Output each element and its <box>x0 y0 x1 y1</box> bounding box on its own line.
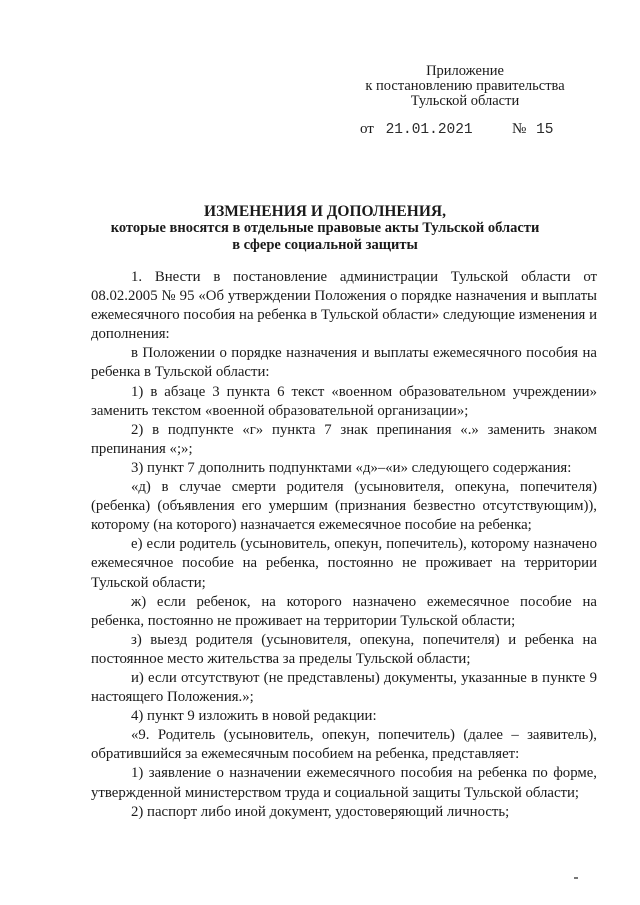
document-title <box>80 203 570 254</box>
title-subline: которые вносятся в отдельные правовые акты Тульской области <box>110 220 540 236</box>
paragraph: 2) в подпункте «г» пункта 7 знак препинания «.» заменить знаком препинания «;»; <box>91 421 597 457</box>
appendix-title: Приложение <box>426 63 504 79</box>
appendix-reference: к постановлению правительства <box>365 78 565 94</box>
resolution-number: 15 <box>536 122 554 138</box>
paragraph: 2) паспорт либо иной документ, удостоверяющий личность; <box>131 803 510 820</box>
resolution-date: 21.01.2021 <box>385 122 473 138</box>
paragraph: «д) в случае смерти родителя (усыновителя, опекуна, попечителя) (ребенка) (объявления его умершим (признания безвестно отсутствующим)), которому (на которого) назначается ежемесячное пособие на ребенка; <box>91 479 597 534</box>
paragraph: 1. Внести в постановление администрации Тульской области от 08.02.2005 № 95 «Об утверждении Положения о порядке назначения и выплаты ежемесячного пособия на ребенка в Тульской области» следующие изменения и дополнения: <box>91 269 597 343</box>
title-subline: в сфере социальной защиты <box>232 237 418 253</box>
paragraph: 4) пункт 9 изложить в новой редакции: <box>131 708 377 725</box>
resolution-number-field <box>512 121 553 138</box>
date-prefix: от <box>360 121 374 137</box>
appendix-region: Тульской области <box>410 93 520 109</box>
paragraph: 1) заявление о назначении ежемесячного пособия на ребенка по форме, утвержденной министерством труда и социальной защиты Тульской области; <box>91 765 597 801</box>
paragraph: з) выезд родителя (усыновителя, опекуна, попечителя) и ребенка на постоянное место жительства за пределы Тульской области; <box>91 631 597 667</box>
paragraph: ж) если ребенок, на которого назначено ежемесячное пособие на ребенка, постоянно не проживает на территории Тульской области; <box>91 593 597 629</box>
paragraph: и) если отсутствуют (не представлены) документы, указанные в пункте 9 настоящего Положения.»; <box>91 669 597 706</box>
scan-mark <box>574 877 578 879</box>
resolution-date-line <box>360 121 554 138</box>
paragraph: 1) в абзаце 3 пункта 6 текст «военном образовательном учреждении» заменить текстом «военной образовательной организации»; <box>91 383 597 419</box>
appendix-block <box>350 64 580 109</box>
paragraph: 3) пункт 7 дополнить подпунктами «д»–«и» следующего содержания: <box>131 459 572 476</box>
number-prefix: № <box>512 121 527 137</box>
title-line: ИЗМЕНЕНИЯ И ДОПОЛНЕНИЯ, <box>204 203 446 220</box>
paragraph: е) если родитель (усыновитель, опекун, попечитель), которому назначено ежемесячное пособие на ребенка, постоянно не проживает на территории Тульской области; <box>91 536 597 591</box>
paragraph: в Положении о порядке назначения и выплаты ежемесячного пособия на ребенка в Тульской области: <box>91 345 597 381</box>
paragraph: «9. Родитель (усыновитель, опекун, попечитель) (далее – заявитель), обратившийся за ежемесячным пособием на ребенка, представляет: <box>91 727 597 763</box>
document-body <box>91 268 597 822</box>
